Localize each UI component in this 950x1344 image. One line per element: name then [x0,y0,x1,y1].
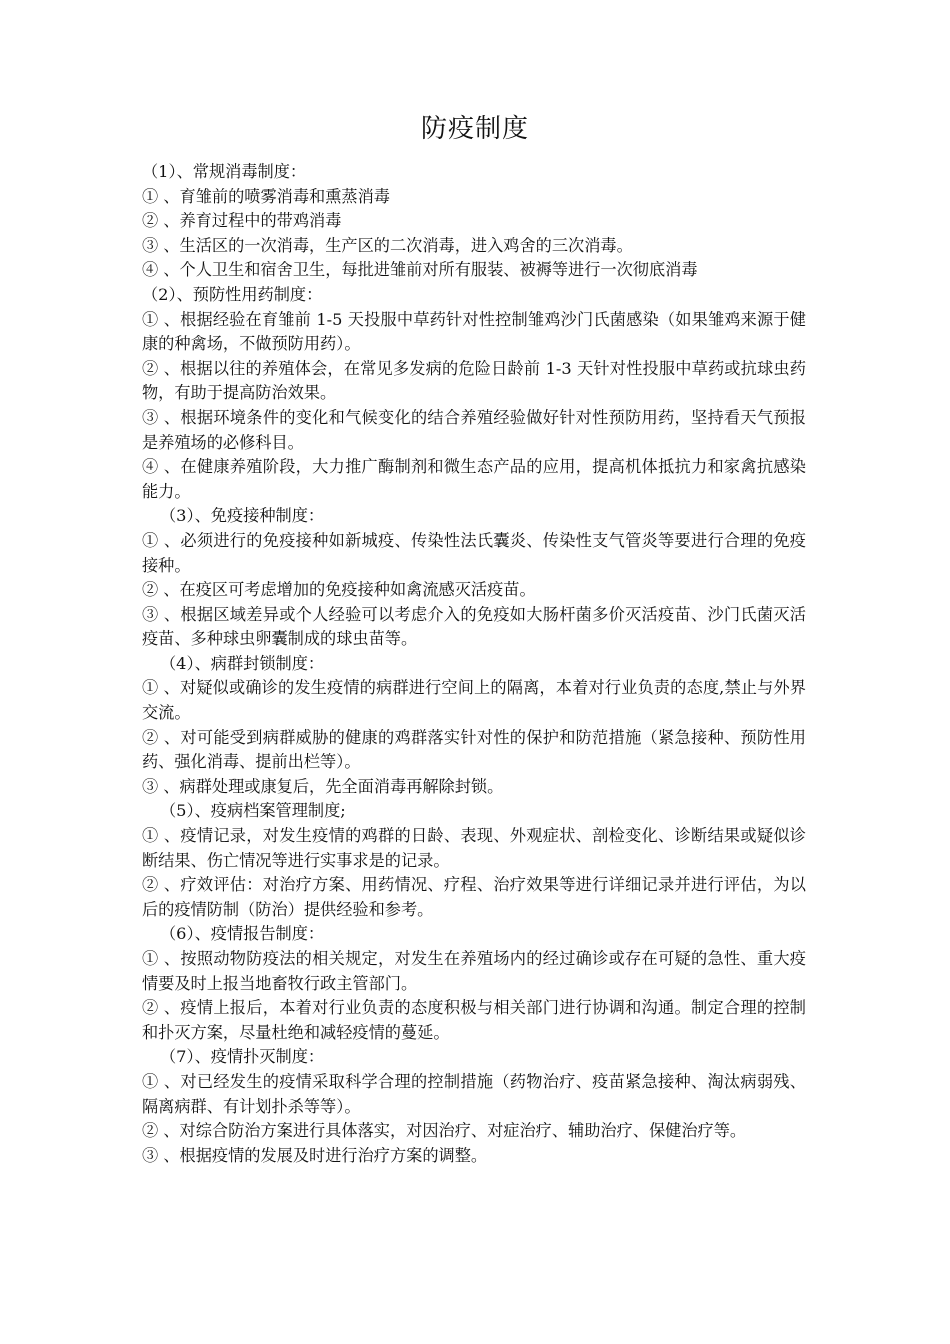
list-item: ① 、对已经发生的疫情采取科学合理的控制措施（药物治疗、疫苗紧急接种、淘汰病弱残、隔离病群、有计划扑杀等等）。 [142,1071,806,1116]
section-heading: （7）、疫情扑灭制度： [160,1047,325,1067]
list-item: ② 、对综合防治方案进行具体落实，对因治疗、对症治疗、辅助治疗、保健治疗等。 [142,1121,747,1141]
list-item: ② 、养育过程中的带鸡消毒 [142,211,342,231]
list-item: ③ 、生活区的一次消毒，生产区的二次消毒，进入鸡舍的三次消毒。 [142,235,633,255]
section-heading: （2）、预防性用药制度： [142,284,323,304]
list-item: ④ 、个人卫生和宿舍卫生，每批进雏前对所有服装、被褥等进行一次彻底消毒 [142,260,698,280]
list-item: ③ 、病群处理或康复后，先全面消毒再解除封锁。 [142,776,504,796]
section-heading: （4）、病群封锁制度： [160,653,325,673]
list-item: ① 、必须进行的免疫接种如新城疫、传染性法氏囊炎、传染性支气管炎等要进行合理的免疫接种。 [142,530,806,575]
list-item: ① 、根据经验在育雏前 1-5 天投服中草药针对性控制雏鸡沙门氏菌感染（如果雏鸡来源于健康的种禽场，不做预防用药）。 [142,309,806,354]
list-item: ② 、对可能受到病群威胁的健康的鸡群落实针对性的保护和防范措施（紧急接种、预防性用药、强化消毒、提前出栏等）。 [142,727,806,772]
document-title: 防疫制度 [420,114,529,144]
list-item: ③ 、根据环境条件的变化和气候变化的结合养殖经验做好针对性预防用药，坚持看天气预报是养殖场的必修科目。 [142,407,806,452]
section-heading: （3）、免疫接种制度： [160,506,325,526]
list-item: ② 、疗效评估：对治疗方案、用药情况、疗程、治疗效果等进行详细记录并进行评估，为以后的疫情防制（防治）提供经验和参考。 [142,875,806,919]
list-item: ① 、育雏前的喷雾消毒和熏蒸消毒 [142,186,390,206]
list-item: ① 、对疑似或确诊的发生疫情的病群进行空间上的隔离，本着对行业负责的态度,禁止与外界交流。 [142,678,806,723]
list-item: ② 、疫情上报后，本着对行业负责的态度积极与相关部门进行协调和沟通。制定合理的控制和扑灭方案，尽量杜绝和减轻疫情的蔓延。 [142,998,806,1042]
list-item: ② 、根据以往的养殖体会，在常见多发病的危险日龄前 1-3 天针对性投服中草药或抗球虫药物，有助于提高防治效果。 [142,358,806,403]
document-body [142,160,806,1168]
list-item: ③ 、根据区域差异或个人经验可以考虑介入的免疫如大肠杆菌多价灭活疫苗、沙门氏菌灭活疫苗、多种球虫卵囊制成的球虫苗等。 [142,604,806,649]
list-item: ② 、在疫区可考虑增加的免疫接种如禽流感灭活疫苗。 [142,580,536,600]
section-heading: （6）、疫情报告制度： [160,924,325,944]
list-item: ③ 、根据疫情的发展及时进行治疗方案的调整。 [142,1145,488,1165]
list-item: ① 、疫情记录，对发生疫情的鸡群的日龄、表现、外观症状、剖检变化、诊断结果或疑似诊断结果、伤亡情况等进行实事求是的记录。 [142,826,806,870]
section-heading: （1）、常规消毒制度： [142,162,307,181]
section-heading: （5）、疫病档案管理制度; [160,801,346,821]
list-item: ① 、按照动物防疫法的相关规定，对发生在养殖场内的经过确诊或存在可疑的急性、重大疫情要及时上报当地畜牧行政主管部门。 [142,949,806,993]
list-item: ④ 、在健康养殖阶段，大力推广酶制剂和微生态产品的应用，提高机体抵抗力和家禽抗感染能力。 [142,457,806,501]
